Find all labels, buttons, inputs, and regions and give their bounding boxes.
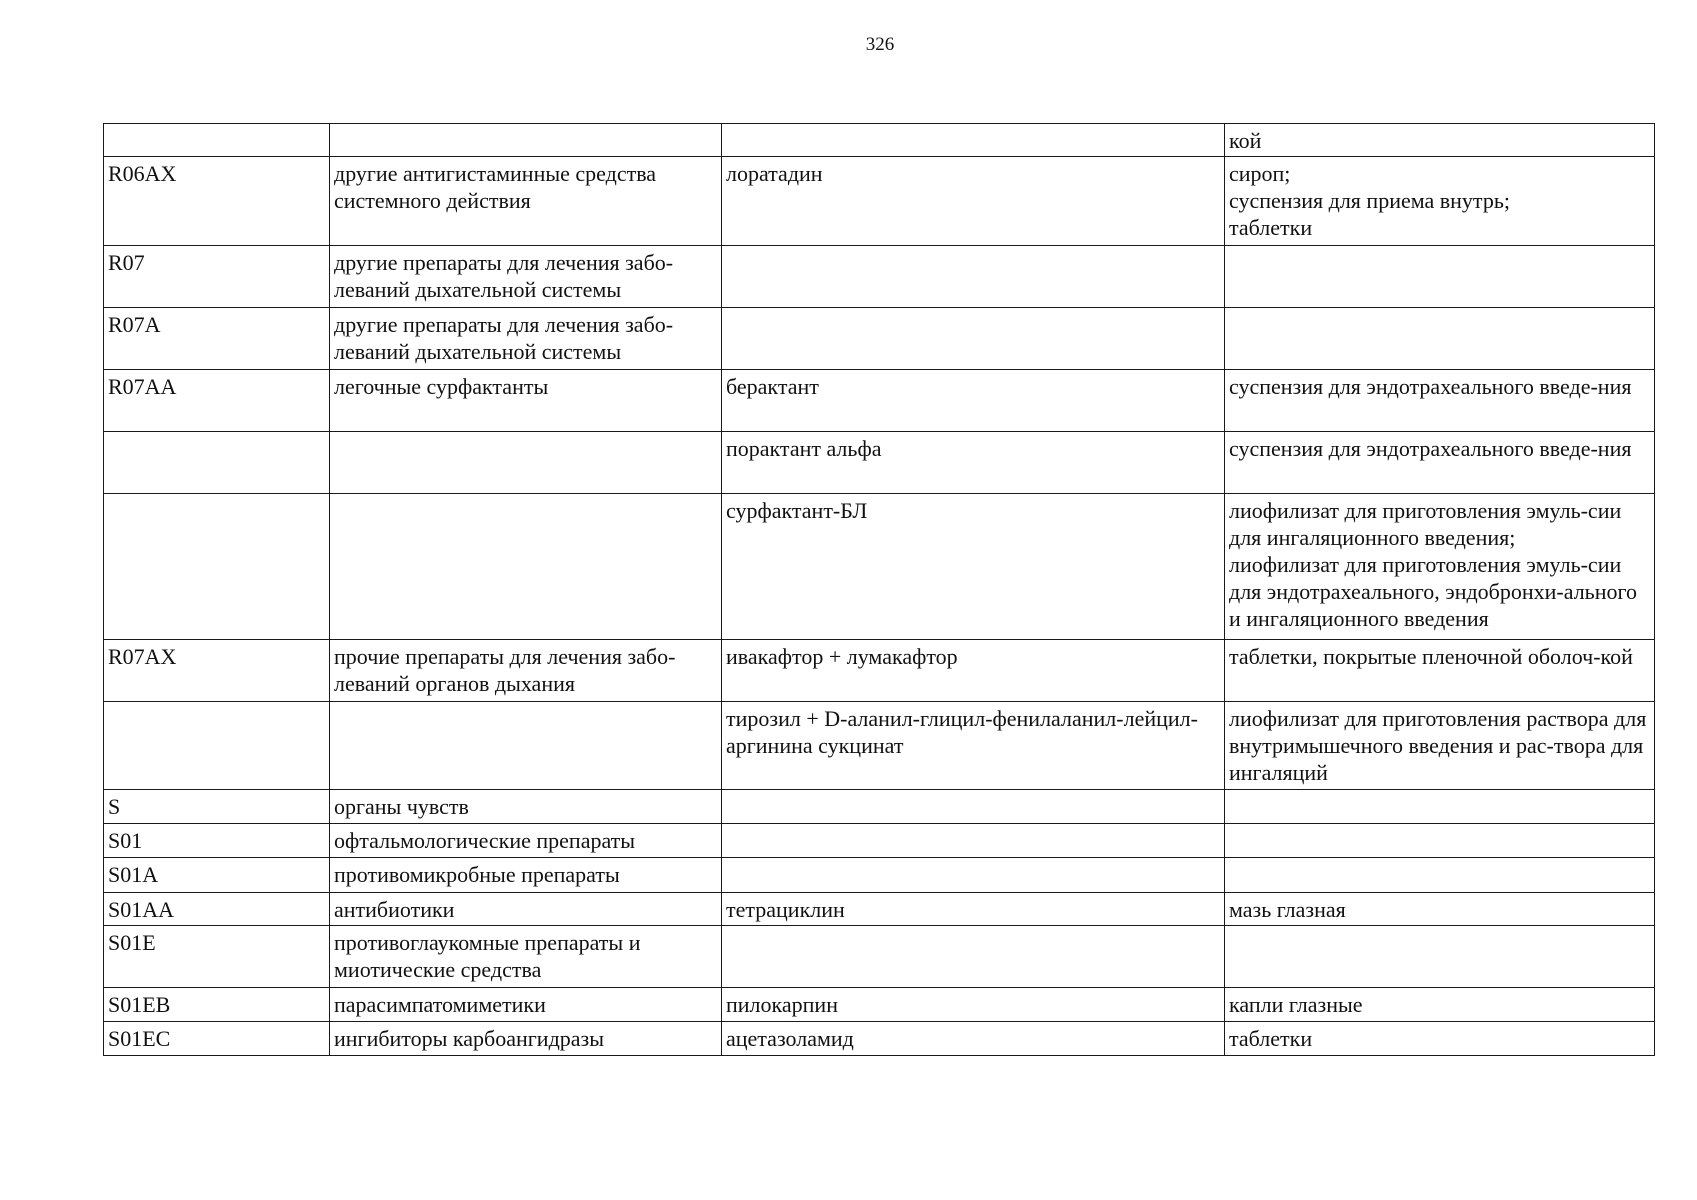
- atc-code-cell: S01EB: [104, 988, 330, 1022]
- group-name-cell: антибиотики: [330, 893, 722, 926]
- group-name-cell: парасимпатомиметики: [330, 988, 722, 1022]
- table-row: [104, 858, 1655, 893]
- atc-code-cell: S01: [104, 824, 330, 858]
- atc-code-cell: [104, 124, 330, 157]
- drug-name-cell: [722, 858, 1225, 893]
- drug-name-cell: порактант альфа: [722, 432, 1225, 494]
- group-name-cell: противомикробные препараты: [330, 858, 722, 893]
- drug-name-cell: ацетазоламид: [722, 1022, 1225, 1056]
- table-row: [104, 640, 1655, 702]
- dosage-form-cell: суспензия для эндотрахеального введе-ния: [1225, 432, 1655, 494]
- drug-name-cell: ивакафтор + лумакафтор: [722, 640, 1225, 702]
- group-name-cell: противоглаукомные препараты и миотические средства: [330, 926, 722, 988]
- drug-name-cell: пилокарпин: [722, 988, 1225, 1022]
- group-name-cell: ингибиторы карбоангидразы: [330, 1022, 722, 1056]
- drug-name-cell: лоратадин: [722, 157, 1225, 246]
- dosage-form-cell: [1225, 308, 1655, 370]
- group-name-cell: [330, 494, 722, 640]
- group-name-cell: прочие препараты для лечения забо-леваний органов дыхания: [330, 640, 722, 702]
- table-row: [104, 124, 1655, 157]
- dosage-form-cell: лиофилизат для приготовления раствора для внутримышечного введения и рас-твора для ингаляций: [1225, 702, 1655, 790]
- drug-name-cell: [722, 790, 1225, 824]
- dosage-form-cell: капли глазные: [1225, 988, 1655, 1022]
- group-name-cell: [330, 124, 722, 157]
- table-row: [104, 926, 1655, 988]
- table-row: [104, 432, 1655, 494]
- table-row: [104, 988, 1655, 1022]
- drug-name-cell: [722, 308, 1225, 370]
- dosage-form-cell: [1225, 246, 1655, 308]
- dosage-form-cell: сироп; суспензия для приема внутрь; таблетки: [1225, 157, 1655, 246]
- table-row: [104, 157, 1655, 246]
- group-name-cell: органы чувств: [330, 790, 722, 824]
- drug-name-cell: берактант: [722, 370, 1225, 432]
- group-name-cell: легочные сурфактанты: [330, 370, 722, 432]
- atc-code-cell: [104, 494, 330, 640]
- atc-code-cell: R07AX: [104, 640, 330, 702]
- dosage-form-cell: [1225, 858, 1655, 893]
- table-row: [104, 702, 1655, 790]
- dosage-form-cell: [1225, 790, 1655, 824]
- table-row: [104, 308, 1655, 370]
- group-name-cell: другие антигистаминные средства системного действия: [330, 157, 722, 246]
- atc-code-cell: S: [104, 790, 330, 824]
- drug-name-cell: тирозил + D-аланил-глицил-фенилаланил-лейцил-аргинина сукцинат: [722, 702, 1225, 790]
- drug-name-cell: [722, 824, 1225, 858]
- atc-code-cell: R07A: [104, 308, 330, 370]
- group-name-cell: другие препараты для лечения забо-леваний дыхательной системы: [330, 246, 722, 308]
- table-row: [104, 246, 1655, 308]
- table-row: [104, 824, 1655, 858]
- atc-code-cell: S01EC: [104, 1022, 330, 1056]
- dosage-form-cell: [1225, 926, 1655, 988]
- dosage-form-cell: [1225, 824, 1655, 858]
- group-name-cell: [330, 702, 722, 790]
- dosage-form-cell: таблетки, покрытые пленочной оболоч-кой: [1225, 640, 1655, 702]
- table-row: [104, 370, 1655, 432]
- dosage-form-cell: мазь глазная: [1225, 893, 1655, 926]
- atc-code-cell: R07: [104, 246, 330, 308]
- atc-code-cell: [104, 702, 330, 790]
- dosage-form-cell: кой: [1225, 124, 1655, 157]
- atc-code-cell: S01A: [104, 858, 330, 893]
- group-name-cell: офтальмологические препараты: [330, 824, 722, 858]
- atc-code-cell: R06AX: [104, 157, 330, 246]
- drug-name-cell: [722, 246, 1225, 308]
- drug-name-cell: [722, 926, 1225, 988]
- dosage-form-cell: лиофилизат для приготовления эмуль-сии для ингаляционного введения; лиофилизат для приготовления эмуль-сии для эндотрахеального, эндобронхи-ального и ингаляционного введения: [1225, 494, 1655, 640]
- drug-classification-table: [103, 123, 1655, 1056]
- atc-code-cell: [104, 432, 330, 494]
- dosage-form-cell: таблетки: [1225, 1022, 1655, 1056]
- drug-name-cell: [722, 124, 1225, 157]
- table-row: [104, 893, 1655, 926]
- table-row: [104, 790, 1655, 824]
- table-row: [104, 494, 1655, 640]
- atc-code-cell: R07AA: [104, 370, 330, 432]
- atc-code-cell: S01AA: [104, 893, 330, 926]
- drug-name-cell: сурфактант-БЛ: [722, 494, 1225, 640]
- table-row: [104, 1022, 1655, 1056]
- group-name-cell: [330, 432, 722, 494]
- drug-name-cell: тетрациклин: [722, 893, 1225, 926]
- page-number: 326: [865, 34, 895, 55]
- dosage-form-cell: суспензия для эндотрахеального введе-ния: [1225, 370, 1655, 432]
- atc-code-cell: S01E: [104, 926, 330, 988]
- group-name-cell: другие препараты для лечения забо-леваний дыхательной системы: [330, 308, 722, 370]
